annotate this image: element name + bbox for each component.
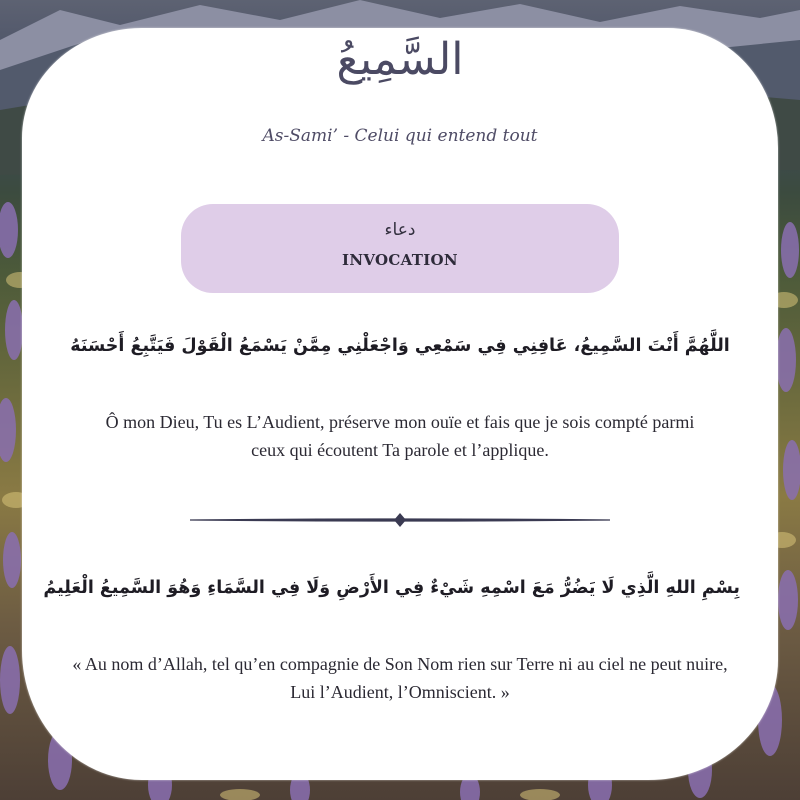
invocation-badge (181, 204, 619, 293)
diamond-icon (394, 513, 406, 527)
ornamental-divider (190, 512, 610, 528)
invocation-badge-french: INVOCATION (342, 251, 458, 269)
dhikr-french-translation: « Au nom d’Allah, tel qu’en compagnie de Son Nom rien sur Terre ni au ciel ne peut nuire, Lui l’Audient, l’Omniscient. » (72, 654, 728, 702)
invocation-badge-arabic: دعاء (384, 220, 416, 240)
divine-name-arabic: السَّمِيعُ (336, 34, 464, 85)
dhikr-arabic-text: بِسْمِ اللهِ الَّذِي لَا يَضُرُّ مَعَ اسْمِهِ شَيْءٌ فِي الأَرْضِ وَلَا فِي السَّمَاءِ وَهُوَ السَّمِيعُ الْعَلِيمُ (43, 578, 740, 598)
divine-name-subtitle: As-Sami’ - Celui qui entend tout (262, 126, 538, 146)
dua-arabic-text: اللَّهُمَّ أَنْتَ السَّمِيعُ، عَافِنِي فِي سَمْعِي وَاجْعَلْنِي مِمَّنْ يَسْمَعُ الْقَوْلَ فَيَتَّبِعُ أَحْسَنَهُ (70, 336, 730, 356)
dua-french-translation: Ô mon Dieu, Tu es L’Audient, préserve mon ouïe et fais que je sois compté parmi ceux qui écoutent Ta parole et l’applique. (105, 412, 695, 460)
